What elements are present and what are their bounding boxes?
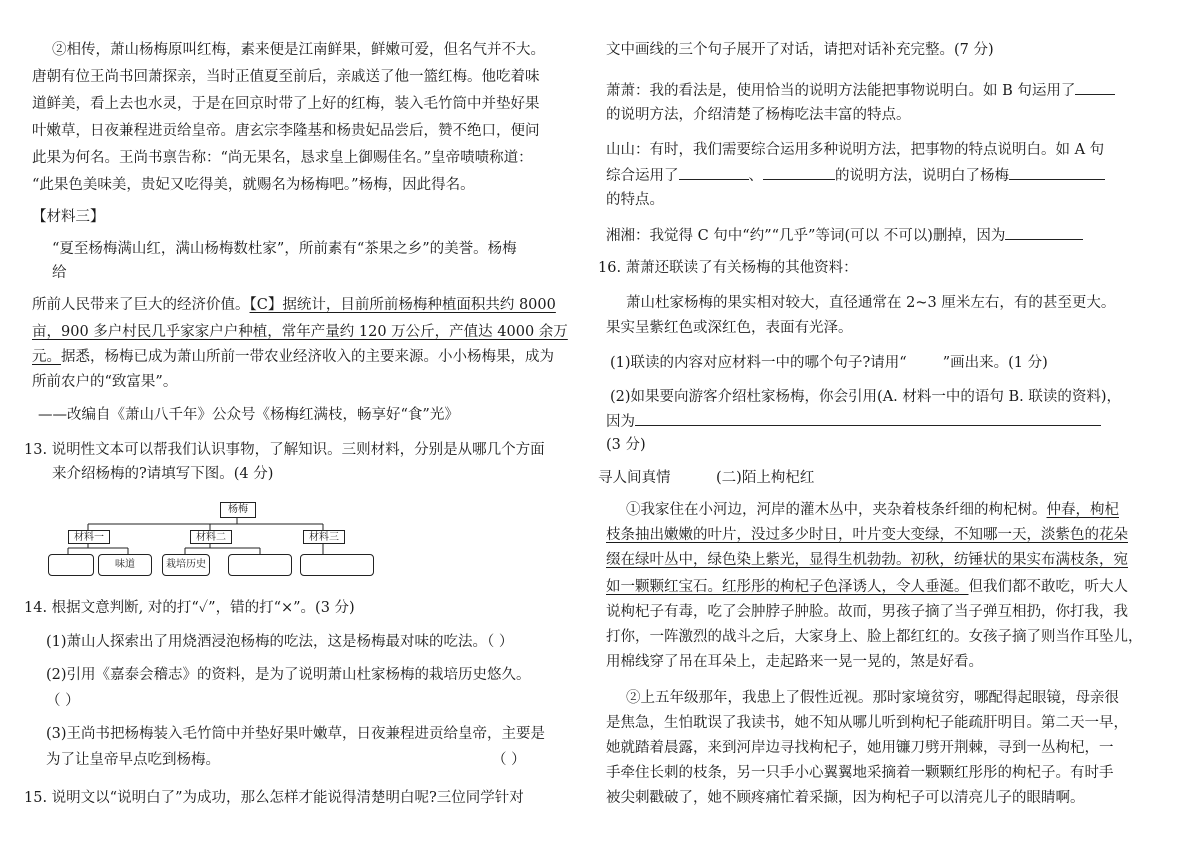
material3-line1: “夏至杨梅满山红，满山杨梅数杜家”，所前素有“茶果之乡”的美誉。杨梅 <box>52 241 517 257</box>
wavy-line-sample <box>907 353 943 373</box>
q14-title: 14. 根据文意判断, 对的打“✓”，错的打“×”。(3 分) <box>24 600 355 616</box>
a2-line3: 她就踏着晨露，来到河岸边寻找枸杞子，她用镰刀劈开荆棘，寻到一丛枸杞，一 <box>606 740 1114 756</box>
material3-line4: 亩，900 多户村民几乎家家户户种植，常年产量约 120 万公斤，产值达 4000 余万 <box>32 324 568 340</box>
q16-item2-because: 因为 <box>606 411 1101 432</box>
sentence-c: 【C】据统计，目前所前杨梅种植面积共约 8000 <box>249 297 556 313</box>
tree-blank-3[interactable] <box>300 554 374 576</box>
material3-line3: 所前人民带来了巨大的经济价值。【C】据统计，目前所前杨梅种植面积共约 8000 <box>32 297 556 313</box>
tree-node-material2: 材料二 <box>190 530 232 544</box>
xiaoxiao-line2: 的说明方法，介绍清楚了杨梅吃法丰富的特点。 <box>606 107 911 123</box>
q16-item2: (2)如果要向游客介绍杜家杨梅，你会引用(A. 材料一中的语句 B. 联读的资料)， <box>610 389 1122 405</box>
shanshan-line3: 的特点。 <box>606 192 664 208</box>
shanshan-line1: 山山：有时，我们需要综合运用多种说明方法，把事物的特点说明白。如 A 句 <box>606 142 1105 158</box>
q15-cont: 文中画线的三个句子展开了对话，请把对话补充完整。(7 分) <box>606 42 994 58</box>
a1-line7: 用棉线穿了吊在耳朵上，走起路来一晃一晃的，煞是好看。 <box>606 654 983 670</box>
tree-root: 杨梅 <box>220 502 256 518</box>
q14-item2: (2)引用《嘉泰会稽志》的资料，是为了说明萧山杜家杨梅的栽培历史悠久。 <box>46 667 531 683</box>
a2-line4: 手牵住长刺的枝条，另一只手小心翼翼地采摘着一颗颗红彤彤的枸杞子。有时手 <box>606 765 1114 781</box>
q14-item3: (3)王尚书把杨梅装入毛竹筒中并垫好果叶嫩草，日夜兼程进贡给皇帝，主要是 <box>46 726 546 742</box>
reading-line1: 萧山杜家杨梅的果实相对较大，直径通常在 2~3 厘米左右，有的甚至更大。 <box>626 295 1116 311</box>
q16-title: 16. 萧萧还联读了有关杨梅的其他资料： <box>598 260 858 276</box>
q13-line2: 来介绍杨梅的?请填写下图。(4 分) <box>52 466 274 482</box>
material3-line2: 给 <box>52 265 67 281</box>
xiaoxiao-line1: 萧萧：我的看法是，使用恰当的说明方法能把事物说明白。如 B 句运用了 <box>606 80 1115 101</box>
material3-line6: 所前农户的“致富果”。 <box>32 374 178 390</box>
shanshan-line2: 综合运用了 、 的说明方法，说明白了杨梅 <box>606 165 1105 186</box>
q14-item3-cont: 为了让皇帝早点吃到杨梅。 <box>46 752 220 768</box>
para2-line6: “此果色美味美，贵妃又吃得美，就赐名为杨梅吧。”杨梅，因此得名。 <box>32 177 475 193</box>
xiangxiang-line1: 湘湘：我觉得 C 句中“约”“几乎”等词(可以 不可以)删掉，因为 <box>606 225 1083 246</box>
blank-shan-2[interactable] <box>763 165 835 180</box>
a1-line1: ①我家住在小河边，河岸的灌木丛中，夹杂着枝条纤细的枸杞树。仲春，枸杞 <box>626 502 1119 518</box>
blank-shan-1[interactable] <box>679 165 749 180</box>
material3-line5: 元。据悉，杨梅已成为萧山所前一带农业经济收入的主要来源。小小杨梅果，成为 <box>32 349 554 365</box>
para2-line1: ②相传，萧山杨梅原叫红梅，素来便是江南鲜果，鲜嫩可爱，但名气并不大。 <box>52 42 545 58</box>
blank-xiao[interactable] <box>1075 80 1115 95</box>
a1-line4: 如一颗颗红宝石。红彤彤的枸杞子色泽诱人，令人垂涎。但我们都不敢吃，听大人 <box>606 579 1128 595</box>
tree-leaf-history: 栽培历史 <box>162 554 210 576</box>
article-title: (二)陌上枸杞红 <box>716 470 815 486</box>
para2-line4: 叶嫩草，日夜兼程进贡给皇帝。唐玄宗李隆基和杨贵妃品尝后，赞不绝口，便问 <box>32 123 540 139</box>
para2-line2: 唐朝有位王尚书回萧探亲，当时正值夏至前后，亲戚送了他一篮红梅。他吃着味 <box>32 69 540 85</box>
a2-line2: 是焦急，生怕耽误了我读书，她不知从哪儿听到枸杞子能疏肝明目。第二天一早， <box>606 715 1128 731</box>
tree-leaf-taste: 味道 <box>98 554 152 576</box>
reading-line2: 果实呈紫红色或深红色，表面有光泽。 <box>606 320 853 336</box>
q14-item2-answer[interactable]: （ ） <box>46 693 80 709</box>
q14-item3-answer[interactable]: （ ） <box>492 752 526 768</box>
tree-node-material1: 材料一 <box>68 530 110 544</box>
a1-line6: 打你，一阵激烈的战斗之后，大家身上、脸上都红红的。女孩子摘了则当作耳坠儿， <box>606 629 1143 645</box>
a1-line3: 缀在绿叶丛中，绿色染上紫光，显得生机勃勃。初秋，纺锤状的果实布满枝条，宛 <box>606 552 1128 568</box>
blank-shan-3[interactable] <box>1009 165 1105 180</box>
a1-line2: 枝条抽出嫩嫩的叶片，没过多少时日，叶片变大变绿，不知哪一天，淡紫色的花朵 <box>606 527 1128 543</box>
q15-title: 15. 说明文以“说明白了”为成功，那么怎样才能说得清楚明白呢?三位同学针对 <box>24 790 524 806</box>
tree-node-material3: 材料三 <box>303 530 345 544</box>
q16-item2-score: (3 分) <box>606 437 646 453</box>
section-title: 寻人间真情 <box>598 470 671 486</box>
q13-tree-diagram <box>48 498 408 584</box>
blank-xiang[interactable] <box>1005 225 1083 240</box>
source-citation: ——改编自《萧山八千年》公众号《杨梅红满枝，畅享好“食”光》 <box>38 407 459 423</box>
para2-line3: 道鲜美，看上去也水灵，于是在回京时带了上好的红梅，装入毛竹筒中并垫好果 <box>32 96 540 112</box>
para2-line5: 此果为何名。王尚书禀告称：“尚无果名，恳求皇上御赐佳名。”皇帝啧啧称道： <box>32 150 533 166</box>
material3-title: 【材料三】 <box>32 209 105 225</box>
a1-line5: 说枸杞子有毒，吃了会肿脖子肿脸。故而，男孩子摘了当子弹互相扔，你打我，我 <box>606 604 1128 620</box>
tree-blank-2[interactable] <box>228 554 292 576</box>
blank-q16[interactable] <box>635 411 1101 426</box>
tree-blank-1[interactable] <box>48 554 94 576</box>
a2-line1: ②上五年级那年，我患上了假性近视。那时家境贫穷，哪配得起眼镜，母亲很 <box>626 690 1119 706</box>
q16-item1: (1)联读的内容对应材料一中的哪个句子?请用“ ”画出来。(1 分) <box>610 355 1048 371</box>
q14-item1: (1)萧山人探索出了用烧酒浸泡杨梅的吃法，这是杨梅最对味的吃法。（ ） <box>46 634 514 650</box>
a2-line5: 被尖刺戳破了，她不顾疼痛忙着采撷，因为枸杞子可以清亮儿子的眼睛啊。 <box>606 790 1085 806</box>
q13-line1: 13. 说明性文本可以帮我们认识事物，了解知识。三则材料，分别是从哪几个方面 <box>24 442 545 458</box>
